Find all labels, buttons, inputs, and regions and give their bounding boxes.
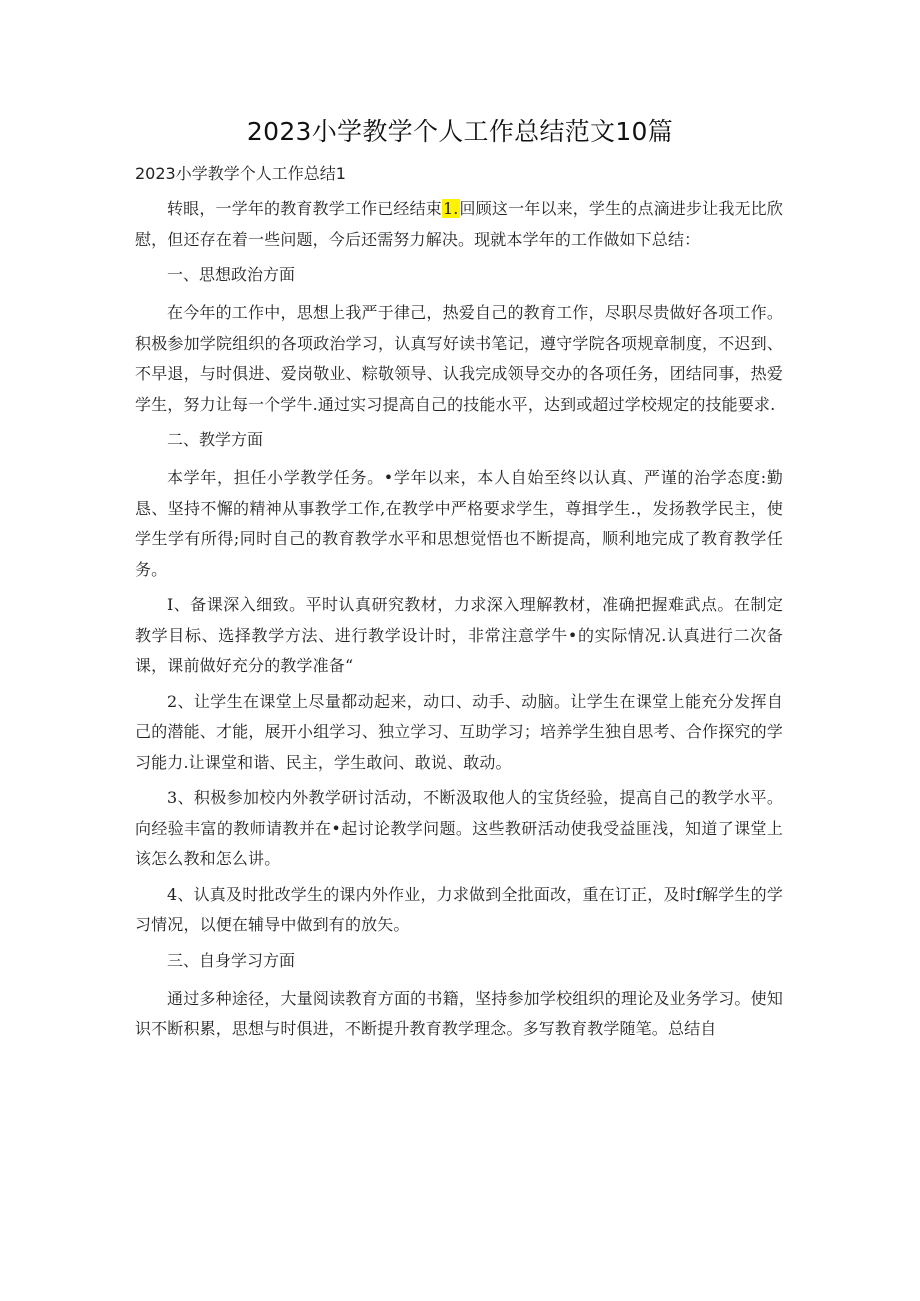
intro-paragraph: [135, 194, 783, 255]
article-subtitle: 2023小学教学个人工作总结1: [135, 164, 346, 183]
section-heading-teaching: 二、教学方面: [167, 430, 264, 449]
teaching-item-4: 4、认真及时批改学生的课内外作业，力求做到全批面改，重在订正，及时f解学生的学习情况，以便在辅导中做到有的放矢。: [135, 884, 783, 934]
highlighted-text: 1.: [442, 199, 459, 218]
section-text-teaching: 本学年，担任小学教学任务。•学年以来，本人自始至终以认真、严谨的治学态度:勤恳、坚持不懈的精神从事教学工作,在教学中严格要求学生，尊揖学生.，发扬教学民主，使学生学有所得;同时自己的教育教学水平和思想觉悟也不断提高，顺利地完成了教育教学任务。: [135, 468, 783, 579]
teaching-item-3: 3、积极参加校内外教学研讨活动，不断汲取他人的宝货经验，提高自己的教学水平。向经验丰富的教师请教并在•起讨论教学问题。这些教研活动使我受益匪浅，知道了课堂上该怎么教和怎么讲。: [135, 788, 783, 868]
section-text-ideology: 在今年的工作中，思想上我严于律己，热爱自己的教育工作，尽职尽贵做好各项工作。积极参加学院组织的各项政治学习，认真写好读书笔记，遵守学院各项规章制度，不迟到、不早退，与时俱进、爱岗敬业、粽敬领导、认我完成领导交办的各项任务，团结同事，热爱学生，努力让每一个学牛.通过实习提高自己的技能水平，达到或超过学校规定的技能要求.: [135, 303, 783, 414]
teaching-item-2: 2、让学生在课堂上尽量都动起来，动口、动手、动脑。让学生在课堂上能充分发挥自己的潜能、才能，展开小组学习、独立学习、互助学习；培养学生独自思考、合作探究的学习能力.让课堂和谐、民主，学生敢问、敢说、敢动。: [135, 691, 783, 772]
intro-text-after: 回顾这一年以来，学生的点滴进步让我无比欣慰，但还存在着一些问题，今后还需努力解决。现就本学年的工作做如下总结：: [135, 199, 783, 249]
intro-text-before: 转眼，一学年的教育教学工作已经结束: [167, 199, 442, 218]
section-heading-ideology: 一、思想政治方面: [167, 265, 296, 284]
document-title: 2023小学教学个人工作总结范文10篇: [246, 117, 674, 146]
section-text-self-study: 通过多种途径，大量阅读教育方面的书籍，坚持参加学校组织的理论及业务学习。使知识不断积累，思想与时俱进，不断提升教育教学理念。多写教育教学随笔。总结自: [135, 988, 783, 1038]
section-heading-self-study: 三、自身学习方面: [167, 950, 296, 970]
teaching-item-1: I、备课深入细致。平时认真研究教材，力求深入理解教材，准确把握难武点。在制定教学目标、选择教学方法、进行教学设计时，非常注意学牛•的实际情况.认真进行二次备课，课前做好充分的教学准备“: [135, 595, 783, 675]
document-body: [135, 194, 783, 1050]
